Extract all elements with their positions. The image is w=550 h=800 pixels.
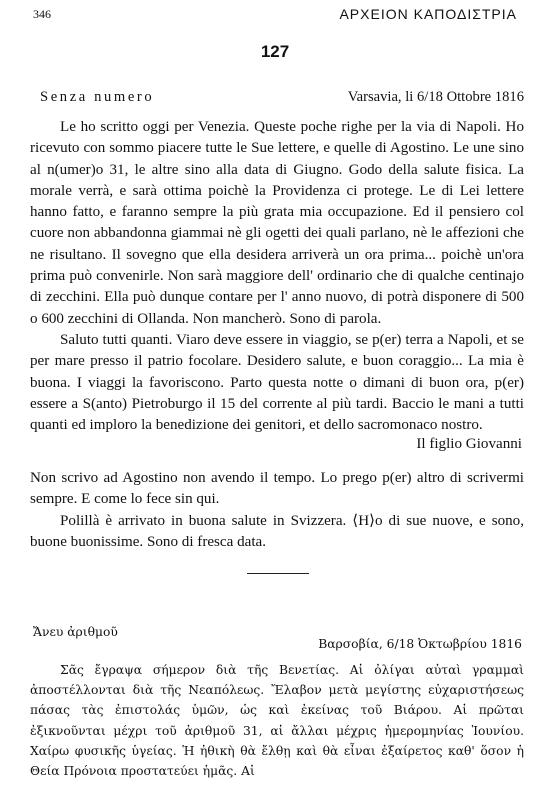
italian-label: Senza numero (40, 89, 155, 105)
italian-postscript (30, 468, 524, 553)
section-divider (247, 573, 309, 574)
italian-paragraph: Le ho scritto oggi per Venezia. Queste poche righe per la via di Napoli. Ho ricevuto con sommo piacere tutte le Sue lettere, e quelle di Agostino. Le une sino al n(umer)o 31, le altre sino alla data di Giugno. Godo della salute fisica. La morale verrà, e sarà ottima poichè la Providenza ci protege. Le di Lei lettere hanno fatto, e faranno sempre la più grata mia occupazione. Ed il pensiero col cuore non abbandonna giammai nè gli ogetti dei quali parlano, nè le affezioni che ne risultano. Il sovegno que ella desidera arriverà un ora prima... poichè un'ora prima può convenirle. Non sarà maggiore dell' ordinario che di qualche centinajo di zecchini. Ella può dunque contare per l' anno nuovo, di potrà disponere di 500 o 600 zecchini di Ollanda. Non mancherò. Sono di parola. (30, 119, 524, 327)
running-title: ΑΡΧΕΙΟΝ ΚΑΠΟΔΙΣΤΡΙΑ (339, 6, 517, 22)
italian-letter-body (30, 117, 524, 436)
signature: Il figlio Giovanni (416, 436, 522, 452)
italian-place-date: Varsavia, li 6/18 Ottobre 1816 (347, 89, 524, 105)
postscript-paragraph: Non scrivo ad Agostino non avendo il tempo. Lo prego p(er) altro di scrivermi sempre. E come lo fece sin qui. (30, 470, 524, 508)
greek-paragraph: Σᾶς ἔγραψα σήμερον διὰ τῆς Βενετίας. Αἱ ὀλίγαι αὐταὶ γραμμαὶ ἀποστέλλονται διὰ τῆς Νεαπόλεως. Ἔλαβον μετὰ μεγίστης εὐχαριστήσεως πάσας τὰς ἐπιστολάς ὑμῶν, ὡς καὶ ἐκείνας τοῦ Βιάρου. Αἱ πρῶται ἐξικνοῦνται μέχρι τοῦ ἀριθμοῦ 31, αἱ ἄλλαι μέχρις ἡμερομηνίας Ἰουνίου. Χαίρω φυσικῆς ὑγείας. Ἡ ἠθικὴ θὰ ἔλθῃ καὶ θὰ εἶναι ἐξαίρετος καθ' ὅσον ἡ Θεία Πρόνοια προστατεύει ἡμᾶς. Αἱ (30, 663, 524, 779)
italian-heading-row (30, 89, 524, 109)
page-number: 346 (33, 7, 51, 21)
italian-paragraph: Saluto tutti quanti. Viaro deve essere in viaggio, se p(er) terra a Napoli, et se per mare presso il patrio focolare. Desidero salute, e buon coraggio... La mia è buona. I viaggi la favoriscono. Parto questa notte o dimani di buon ora, p(er) essere a S(anto) Pietroburgo il 15 del corrente al più tardi. Baccio le mani a tutti quanti ed imploro la benedizione dei genitori, et dello sacromonaco nostro. (30, 331, 524, 434)
greek-place-date: Βαρσοβία, 6/18 Ὀκτωβρίου 1816 (318, 637, 522, 651)
greek-label: Ἄνευ ἀριθμοῦ (33, 625, 118, 639)
document-number: 127 (260, 42, 290, 61)
postscript-paragraph: Polillà è arrivato in buona salute in Svizzera. ⟨H⟩o di sue nuove, e sono, buone buonissime. Sono di fresca data. (30, 512, 524, 550)
running-header (33, 4, 517, 26)
greek-translation-body (30, 660, 524, 781)
